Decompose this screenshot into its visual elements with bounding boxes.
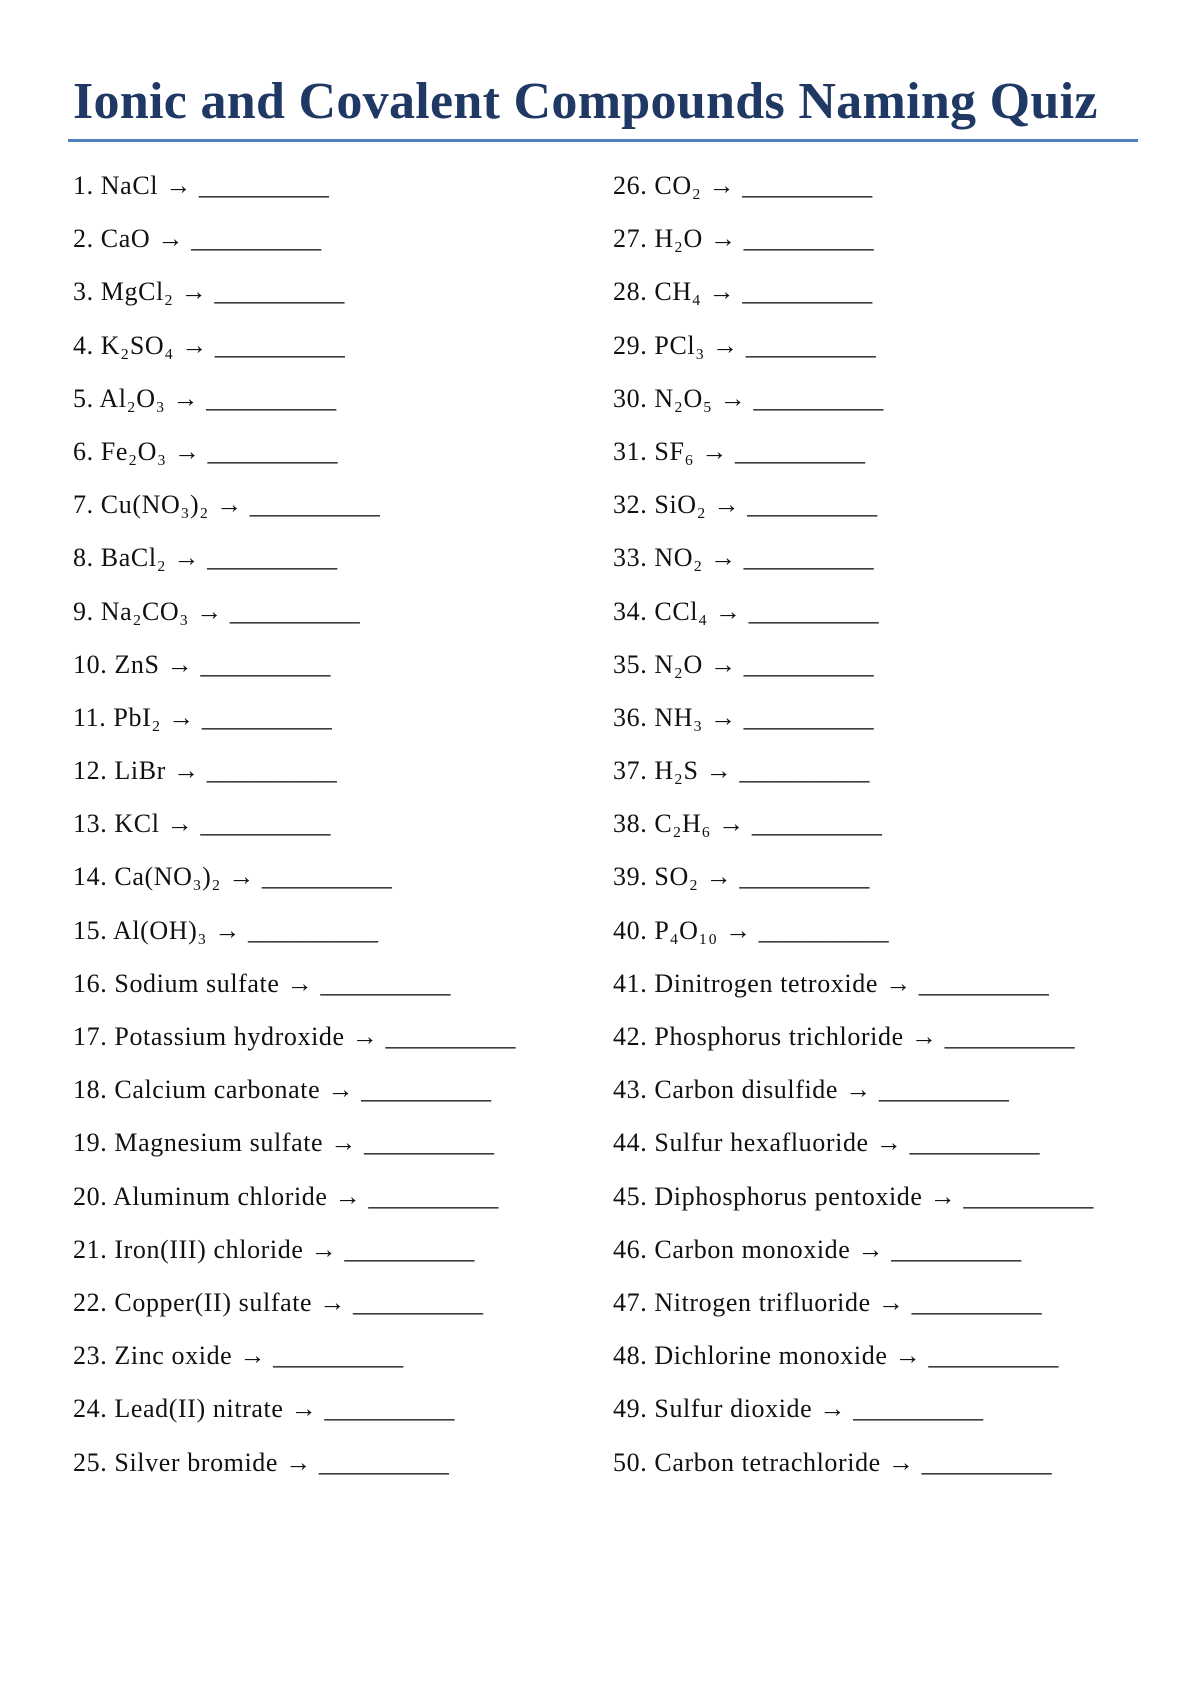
quiz-question [73,1287,515,1340]
answer-blank[interactable]: __________ [324,1394,455,1424]
answer-blank[interactable]: __________ [191,224,322,254]
question-prompt: 16. Sodium sulfate [73,968,280,998]
question-column-right [613,170,1093,1500]
quiz-question [613,489,1093,542]
quiz-question [73,755,515,808]
quiz-question [73,170,515,223]
quiz-question [613,755,1093,808]
quiz-question [73,968,515,1021]
question-prompt: 8. BaCl₂ [73,543,167,573]
question-prompt: 28. CH₄ [613,277,702,307]
quiz-question [73,915,515,968]
arrow-icon: → [701,436,728,466]
quiz-question [73,1393,515,1446]
question-prompt: 47. Nitrogen trifluoride [613,1287,871,1317]
question-prompt: 14. Ca(NO₃)₂ [73,862,222,892]
arrow-icon: → [845,1075,872,1105]
answer-blank[interactable]: __________ [742,277,873,307]
question-prompt: 9. Na₂CO₃ [73,596,189,626]
arrow-icon: → [196,596,223,626]
question-prompt: 37. H₂S [613,756,699,786]
arrow-icon: → [885,968,912,998]
arrow-icon: → [334,1181,362,1211]
question-prompt: 41. Dinitrogen tetroxide [613,968,878,998]
quiz-question [613,702,1093,755]
answer-blank[interactable]: __________ [198,171,329,200]
arrow-icon: → [705,862,733,892]
answer-blank[interactable]: __________ [739,862,870,892]
answer-blank[interactable]: __________ [918,968,1049,998]
answer-blank[interactable]: __________ [891,1234,1022,1264]
quiz-question [613,330,1093,383]
arrow-icon: → [173,436,201,466]
answer-blank[interactable]: __________ [207,436,338,466]
answer-blank[interactable]: __________ [229,596,360,626]
arrow-icon: → [708,171,736,200]
answer-blank[interactable]: __________ [353,1287,484,1317]
question-prompt: 43. Carbon disulfide [613,1075,839,1105]
answer-blank[interactable]: __________ [921,1447,1052,1477]
question-prompt: 4. K₂SO₄ [73,330,174,360]
arrow-icon: → [285,1447,312,1477]
quiz-question [613,861,1093,914]
question-prompt: 49. Sulfur dioxide [613,1394,813,1424]
arrow-icon: → [712,330,739,360]
quiz-question [613,649,1093,702]
quiz-question [73,808,515,861]
arrow-icon: → [310,1234,338,1264]
answer-blank[interactable]: __________ [206,383,337,413]
answer-blank[interactable]: __________ [247,915,378,945]
answer-blank[interactable]: __________ [320,968,451,998]
quiz-question [613,170,1093,223]
question-prompt: 32. SiO₂ [613,490,707,520]
arrow-icon: → [709,543,737,573]
arrow-icon: → [719,383,747,413]
answer-blank[interactable]: __________ [743,224,874,254]
answer-blank[interactable]: __________ [743,702,874,732]
quiz-question [613,968,1093,1021]
question-prompt: 39. SO₂ [613,862,699,892]
arrow-icon: → [166,649,194,679]
answer-blank[interactable]: __________ [214,330,345,360]
arrow-icon: → [714,596,742,626]
quiz-question [73,702,515,755]
quiz-question [613,1340,1093,1393]
quiz-question [73,330,515,383]
answer-blank[interactable]: __________ [385,1022,516,1051]
question-prompt: 50. Carbon tetrachloride [613,1447,881,1477]
quiz-question [73,1234,515,1287]
arrow-icon: → [709,702,737,732]
question-prompt: 2. CaO [73,224,151,254]
arrow-icon: → [887,1447,915,1477]
quiz-question [613,1127,1093,1180]
answer-blank[interactable]: __________ [214,277,345,307]
question-prompt: 44. Sulfur hexafluoride [613,1128,869,1158]
quiz-question [613,1074,1093,1127]
answer-blank[interactable]: __________ [261,862,392,892]
answer-blank[interactable]: __________ [742,171,873,200]
question-prompt: 46. Carbon monoxide [613,1234,851,1264]
title-underline [68,139,1138,142]
arrow-icon: → [819,1394,847,1424]
question-prompt: 35. N₂O [613,649,703,679]
question-prompt: 26. CO₂ [613,171,702,200]
arrow-icon: → [214,915,241,945]
quiz-question [73,1181,515,1234]
question-prompt: 1. NaCl [73,171,159,200]
question-prompt: 31. SF₆ [613,436,695,466]
answer-blank[interactable]: __________ [200,809,331,839]
answer-blank[interactable]: __________ [853,1394,984,1424]
answer-blank[interactable]: __________ [344,1234,475,1264]
arrow-icon: → [894,1341,922,1371]
question-prompt: 29. PCl₃ [613,330,705,360]
question-prompt: 13. KCl [73,809,160,839]
answer-blank[interactable]: __________ [753,383,884,413]
answer-blank[interactable]: __________ [758,915,889,945]
question-column-left [73,170,515,1500]
question-prompt: 11. PbI₂ [73,702,162,732]
answer-blank[interactable]: __________ [361,1075,492,1105]
arrow-icon: → [929,1181,957,1211]
question-prompt: 6. Fe₂O₃ [73,436,167,466]
arrow-icon: → [180,277,208,307]
answer-blank[interactable]: __________ [751,809,882,839]
question-prompt: 33. NO₂ [613,543,703,573]
question-prompt: 20. Aluminum chloride [73,1181,328,1211]
answer-blank[interactable]: __________ [911,1287,1042,1317]
arrow-icon: → [173,543,201,573]
arrow-icon: → [877,1287,905,1317]
answer-blank[interactable]: __________ [745,330,876,360]
quiz-question [613,1393,1093,1446]
quiz-question [73,276,515,329]
quiz-question [613,436,1093,489]
arrow-icon: → [875,1128,903,1158]
question-prompt: 34. CCl₄ [613,596,708,626]
question-prompt: 19. Magnesium sulfate [73,1128,324,1158]
quiz-question [73,223,515,276]
arrow-icon: → [286,968,314,998]
question-prompt: 45. Diphosphorus pentoxide [613,1181,923,1211]
arrow-icon: → [216,490,243,520]
arrow-icon: → [290,1394,318,1424]
question-prompt: 48. Dichlorine monoxide [613,1341,888,1371]
arrow-icon: → [713,490,741,520]
arrow-icon: → [708,277,736,307]
quiz-question [613,596,1093,649]
quiz-question [613,542,1093,595]
arrow-icon: → [228,862,255,892]
arrow-icon: → [327,1075,354,1105]
answer-blank[interactable]: __________ [928,1341,1059,1371]
answer-blank[interactable]: __________ [743,649,874,679]
quiz-question [613,1181,1093,1234]
question-prompt: 38. C₂H₆ [613,809,712,839]
quiz-question [73,861,515,914]
quiz-question [73,649,515,702]
answer-blank[interactable]: __________ [318,1447,449,1477]
question-prompt: 21. Iron(III) chloride [73,1234,304,1264]
arrow-icon: → [330,1128,357,1158]
quiz-question [73,542,515,595]
question-prompt: 23. Zinc oxide [73,1341,233,1371]
arrow-icon: → [168,702,195,732]
question-prompt: 3. MgCl₂ [73,277,174,307]
quiz-question [73,596,515,649]
arrow-icon: → [319,1287,346,1317]
arrow-icon: → [173,756,200,786]
answer-blank[interactable]: __________ [273,1341,404,1371]
arrow-icon: → [718,809,745,839]
answer-blank[interactable]: __________ [735,436,866,466]
question-prompt: 27. H₂O [613,224,703,254]
quiz-question [73,1447,515,1500]
question-prompt: 12. LiBr [73,756,166,786]
quiz-question [613,1447,1093,1500]
answer-blank[interactable]: __________ [201,702,332,732]
answer-blank[interactable]: __________ [207,543,338,573]
arrow-icon: → [157,224,184,254]
quiz-question [613,1287,1093,1340]
answer-blank[interactable]: __________ [368,1181,499,1211]
question-prompt: 15. Al(OH)₃ [73,915,208,945]
question-prompt: 40. P₄O₁₀ [613,915,718,945]
question-prompt: 18. Calcium carbonate [73,1075,321,1105]
answer-blank[interactable]: __________ [909,1128,1040,1158]
quiz-question [73,1340,515,1393]
quiz-question [613,915,1093,968]
question-prompt: 42. Phosphorus trichloride [613,1022,904,1051]
question-prompt: 30. N₂O₅ [613,383,713,413]
question-prompt: 5. Al₂O₃ [73,383,166,413]
quiz-question [73,1127,515,1180]
answer-blank[interactable]: __________ [944,1022,1075,1051]
question-prompt: 36. NH₃ [613,702,703,732]
arrow-icon: → [351,1022,379,1051]
quiz-question [73,1021,515,1074]
answer-blank[interactable]: __________ [747,490,878,520]
quiz-question [613,1234,1093,1287]
quiz-question [613,808,1093,861]
quiz-question [73,1074,515,1127]
question-prompt: 25. Silver bromide [73,1447,279,1477]
question-prompt: 17. Potassium hydroxide [73,1022,345,1051]
answer-blank[interactable]: __________ [249,490,380,520]
answer-blank[interactable]: __________ [739,756,870,786]
arrow-icon: → [166,809,194,839]
question-prompt: 10. ZnS [73,649,160,679]
answer-blank[interactable]: __________ [748,596,879,626]
question-prompt: 24. Lead(II) nitrate [73,1394,284,1424]
arrow-icon: → [857,1234,885,1264]
arrow-icon: → [709,224,737,254]
quiz-question [73,383,515,436]
arrow-icon: → [724,915,752,945]
quiz-question [73,436,515,489]
arrow-icon: → [165,171,192,200]
arrow-icon: → [172,383,199,413]
page-title: Ionic and Covalent Compounds Naming Quiz [73,73,1098,130]
arrow-icon: → [910,1022,938,1051]
quiz-question [613,1021,1093,1074]
question-prompt: 7. Cu(NO₃)₂ [73,490,209,520]
arrow-icon: → [705,756,733,786]
answer-blank[interactable]: __________ [206,756,337,786]
quiz-question [613,383,1093,436]
arrow-icon: → [709,649,737,679]
answer-blank[interactable]: __________ [878,1075,1009,1105]
question-prompt: 22. Copper(II) sulfate [73,1287,313,1317]
answer-blank[interactable]: __________ [364,1128,494,1158]
quiz-question [613,223,1093,276]
answer-blank[interactable]: __________ [200,649,331,679]
arrow-icon: → [239,1341,267,1371]
answer-blank[interactable]: __________ [743,543,874,573]
answer-blank[interactable]: __________ [963,1181,1094,1211]
arrow-icon: → [181,330,208,360]
quiz-question [613,276,1093,329]
quiz-question [73,489,515,542]
